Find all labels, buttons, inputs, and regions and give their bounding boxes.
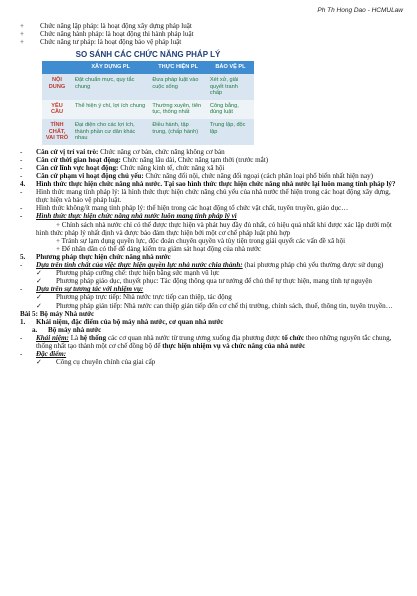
list-item xyxy=(20,188,404,204)
criterion-text: Chức năng kinh tế, chức năng xã hội xyxy=(118,163,225,172)
criterion-label: Căn cứ lĩnh vực hoạt động: xyxy=(36,163,119,172)
row-header: NỘI DUNG xyxy=(42,74,72,100)
bullet-marker: + xyxy=(20,22,25,30)
section-heading-text: Hình thức thực hiện chức năng nhà nước. Tại sao hình thức thực hiện chức năng nhà nước lại luôn mang tính pháp lý? xyxy=(36,180,396,189)
dash-marker: - xyxy=(20,333,23,342)
list-item xyxy=(20,285,404,293)
list-item xyxy=(20,164,404,172)
table-cell: Xét xử, giải quyết tranh chấp xyxy=(207,74,254,100)
subsection-heading xyxy=(20,326,404,334)
dash-marker: - xyxy=(20,188,23,197)
dash-marker: - xyxy=(20,350,23,359)
bullet-marker: + xyxy=(20,38,25,47)
table-cell: Điều hành, tập trung, (chấp hành) xyxy=(149,119,207,145)
dash-marker: - xyxy=(20,261,23,270)
traits-label: Đặc điểm: xyxy=(36,350,67,359)
reason-item xyxy=(20,221,404,237)
bullet-text: Hình thức không/ít mang tính pháp lý: thể hiện trong các hoạt động tổ chức vật chất, tuyên truyền, giáo dục… xyxy=(36,204,349,213)
list-item xyxy=(20,277,404,285)
section-heading xyxy=(20,180,404,188)
check-marker: ✓ xyxy=(36,358,42,367)
column-header: XÂY DỰNG PL xyxy=(72,61,149,74)
table-row xyxy=(42,100,254,119)
table-cell: Thể hiện ý chí, lợi ích chung xyxy=(72,100,149,119)
reason-text: Tránh sự lạm dụng quyền lực, độc đoán chuyên quyền và tùy tiện trong giải quyết các vấn đề xã hội xyxy=(61,236,346,245)
concept-text: các cơ quan nhà nước từ trung ương xuống địa phương được xyxy=(106,333,282,342)
comparison-table-figure xyxy=(42,49,254,144)
bullet-text: Chức năng hành pháp: là hoạt động thi hành pháp luật xyxy=(40,30,194,39)
bullet-text: Phương pháp cưỡng chế: thực hiện bằng sức mạnh vũ lực xyxy=(56,269,220,278)
criterion-text: Chức năng lâu dài, Chức năng tạm thời (trước mắt) xyxy=(120,155,269,164)
table-cell: Đặt chuẩn mực, quy tắc chung xyxy=(72,74,149,100)
table-row xyxy=(42,119,254,145)
reason-text: Chính sách nhà nước chỉ có thể được thực hiện và phát huy đầy đủ nhất, có hiệu quả nhất khi được xác lập dưới một hình thức pháp lý nhất định và được bảo đảm thực hiện bởi một cơ chế pháp luật phù hợp xyxy=(36,220,392,237)
dash-marker: - xyxy=(20,147,23,156)
list-item xyxy=(20,350,404,358)
why-heading: Hình thức thực hiện chức năng nhà nước luôn mang tính pháp lý vì xyxy=(36,212,237,221)
check-marker: ✓ xyxy=(36,269,42,278)
section-number: 1. xyxy=(20,317,26,326)
concept-text: Là xyxy=(68,333,80,342)
plus-marker: + xyxy=(56,244,62,253)
section-heading-text: Khái niệm, đặc điểm của bộ máy nhà nước, cơ quan nhà nước xyxy=(36,317,224,326)
section-number: 5. xyxy=(20,252,26,261)
bullet-text: Chức năng lập pháp: là hoạt động xây dựng pháp luật xyxy=(40,22,192,30)
list-item xyxy=(20,261,404,269)
subsection-marker: a. xyxy=(32,325,38,334)
concept-emphasis: tổ chức xyxy=(281,333,305,342)
criterion-label: Căn cứ vị trí vai trò: xyxy=(36,147,99,156)
list-item xyxy=(20,204,404,212)
list-item xyxy=(20,156,404,164)
basis-text: (hai phương pháp chủ yếu thường được sử dụng) xyxy=(242,261,384,270)
criterion-text: Chức năng đối nội, chức năng đối ngoại (cách phân loại phổ biến nhất hiện nay) xyxy=(143,172,374,180)
row-header: TÍNH CHẤT, VAI TRÒ xyxy=(42,119,72,145)
table-cell: Công bằng, đúng luật xyxy=(207,100,254,119)
list-item xyxy=(20,22,404,30)
subsection-heading-text: Bộ máy nhà nước xyxy=(48,325,102,334)
table-corner xyxy=(42,61,72,74)
list-item xyxy=(20,302,404,310)
check-marker: ✓ xyxy=(36,301,42,310)
concept-emphasis: hệ thống xyxy=(79,333,107,342)
bullet-marker: + xyxy=(20,30,25,39)
basis-label: Dựa trên sự tương tác với nhiệm vụ: xyxy=(36,285,144,294)
bullet-text: Công cụ chuyên chính của giai cấp xyxy=(56,358,156,367)
section-heading xyxy=(20,253,404,261)
table-cell: Trung lập, độc lập xyxy=(207,119,254,145)
dash-marker: - xyxy=(20,172,23,180)
section-number: 4. xyxy=(20,180,26,189)
concept-emphasis: thực hiện nhiệm vụ và chức năng của nhà nước xyxy=(162,341,306,350)
plus-marker: + xyxy=(56,236,62,245)
table-cell: Thường xuyên, tiên tục, thống nhất xyxy=(149,100,207,119)
list-item xyxy=(20,212,404,220)
basis-label: Dựa trên tính chất của việc thực hiện quyền lực nhà nước chia thành: xyxy=(36,261,243,270)
bullet-text: Phương pháp gián tiếp: Nhà nước can thiệp gián tiếp đến cơ chế thị trường, chính sách, thuế, thông tin, tuyên truyền… xyxy=(56,301,393,310)
list-item xyxy=(20,293,404,301)
comparison-table xyxy=(42,61,254,144)
check-marker: ✓ xyxy=(36,277,42,286)
list-item xyxy=(20,30,404,38)
row-header: YÊU CẦU xyxy=(42,100,72,119)
list-item xyxy=(20,172,404,180)
concept-label: Khái niệm: xyxy=(36,333,69,342)
criterion-text: Chức năng cơ bản, chức năng không cơ bản xyxy=(98,147,225,156)
criterion-label: Căn cứ phạm vi hoạt động chủ yếu: xyxy=(36,172,144,180)
column-header: THỰC HIỆN PL xyxy=(149,61,207,74)
concept-text: theo những nguyên tắc chung, thống nhất tạo thành một cơ chế đồng bộ để xyxy=(36,333,392,350)
list-item xyxy=(20,38,404,46)
list-item xyxy=(20,358,404,366)
list-item xyxy=(20,334,404,350)
bullet-text: Chức năng tư pháp: là hoạt động bảo vệ pháp luật xyxy=(40,38,182,47)
lesson-title: Bài 5: Bộ máy Nhà nước xyxy=(20,309,95,318)
dash-marker: - xyxy=(20,285,23,294)
reason-item xyxy=(20,237,404,245)
column-header: BẢO VỆ PL xyxy=(207,61,254,74)
document-body xyxy=(20,22,404,366)
plus-marker: + xyxy=(56,220,62,229)
bullet-text: Hình thức mang tính pháp lý: là hình thức thực hiện chức năng chủ yếu của nhà nước thể hiện trong các hoạt động xây dựng, thực hiện và bảo vệ pháp luật. xyxy=(36,188,391,205)
table-cell: Đại diện cho các lợi ích, thành phần cư dân khác nhau xyxy=(72,119,149,145)
reason-item xyxy=(20,245,404,253)
list-item xyxy=(20,148,404,156)
table-cell: Đưa pháp luật vào cuộc sống xyxy=(149,74,207,100)
section-heading xyxy=(20,318,404,326)
list-item xyxy=(20,269,404,277)
page-header: Ph Th Hong Dao - HCMULaw xyxy=(317,7,403,14)
criterion-label: Căn cứ thời gian hoạt động: xyxy=(36,155,121,164)
dash-marker: - xyxy=(20,212,23,221)
reason-text: Để nhân dân có thể dễ dàng kiểm tra giám sát hoạt động của nhà nước xyxy=(61,244,262,253)
dash-marker: - xyxy=(20,163,23,172)
check-marker: ✓ xyxy=(36,293,42,302)
table-title: SO SÁNH CÁC CHỨC NĂNG PHÁP LÝ xyxy=(42,49,254,61)
dash-marker: - xyxy=(20,155,23,164)
table-row xyxy=(42,74,254,100)
dash-marker: - xyxy=(20,204,23,213)
bullet-text: Phương pháp trực tiếp: Nhà nước trực tiếp can thiệp, tác động xyxy=(56,293,232,302)
bullet-text: Phương pháp giáo dục, thuyết phục: Tác động thông qua tư tưởng để chủ thể tự thực hiện, mang tính tự nguyện xyxy=(56,277,372,286)
section-heading-text: Phương pháp thực hiện chức năng nhà nước xyxy=(36,252,171,261)
